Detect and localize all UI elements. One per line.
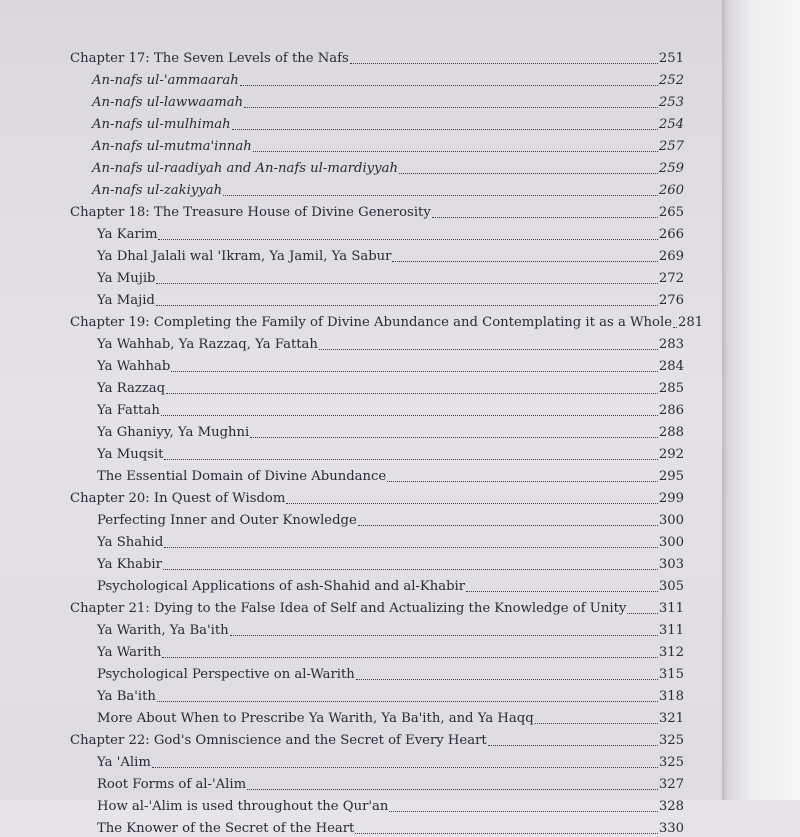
page-number: 269	[658, 249, 684, 264]
dot-leader	[286, 503, 657, 504]
entry-title: Root Forms of al-'Alim	[97, 777, 247, 792]
entry-title: Chapter 17: The Seven Levels of the Nafs	[70, 51, 349, 66]
entry-title: The Knower of the Secret of the Heart	[97, 821, 355, 836]
entry-title: Chapter 19: Completing the Family of Divine Abundance and Contemplating it as a Whole	[70, 315, 673, 330]
dot-leader	[350, 63, 658, 64]
dot-leader	[161, 415, 658, 416]
entry-title: Psychological Perspective on al-Warith	[97, 667, 355, 682]
dot-leader	[387, 481, 658, 482]
section-entry	[97, 551, 684, 573]
section-entry	[97, 287, 684, 309]
page-number: 253	[658, 95, 684, 110]
section-entry	[97, 441, 684, 463]
dot-leader	[164, 547, 658, 548]
section-entry	[97, 507, 684, 529]
dot-leader	[355, 833, 657, 834]
page-number: 295	[658, 469, 684, 484]
page-number: 283	[658, 337, 684, 352]
page-number: 327	[658, 777, 684, 792]
section-entry	[97, 705, 684, 727]
entry-title: Chapter 20: In Quest of Wisdom	[70, 491, 286, 506]
page-number: 266	[658, 227, 684, 242]
page-number: 325	[658, 755, 684, 770]
page-number: 300	[658, 513, 684, 528]
entry-title: An-nafs ul-raadiyah and An-nafs ul-mardiyyah	[92, 161, 398, 176]
page-number: 303	[658, 557, 684, 572]
entry-title: Ya Wahhab	[97, 359, 171, 374]
entry-title: An-nafs ul-zakiyyah	[92, 183, 223, 198]
page-number: 292	[658, 447, 684, 462]
section-entry	[97, 331, 684, 353]
section-entry	[97, 353, 684, 375]
entry-title: An-nafs ul-'ammaarah	[92, 73, 239, 88]
page-number: 312	[658, 645, 684, 660]
entry-title: An-nafs ul-mulhimah	[92, 117, 231, 132]
page-number: 252	[658, 73, 684, 88]
page-number: 272	[658, 271, 684, 286]
entry-title: An-nafs ul-mutma'innah	[92, 139, 252, 154]
page-number: 315	[658, 667, 684, 682]
dot-leader	[319, 349, 658, 350]
dot-leader	[152, 767, 658, 768]
entry-title: Ya Karim	[97, 227, 158, 242]
page-number: 288	[658, 425, 684, 440]
chapter-entry	[70, 45, 684, 67]
section-entry	[97, 221, 684, 243]
section-entry	[97, 793, 684, 815]
page-number: 305	[658, 579, 684, 594]
dot-leader	[232, 129, 658, 130]
page-number: 265	[658, 205, 684, 220]
dot-leader	[389, 811, 657, 812]
entry-title: The Essential Domain of Divine Abundance	[97, 469, 387, 484]
section-entry	[97, 419, 684, 441]
entry-title: Chapter 22: God's Omniscience and the Secret of Every Heart	[70, 733, 487, 748]
dot-leader	[163, 569, 658, 570]
page-number: 311	[658, 623, 684, 638]
dot-leader	[535, 723, 658, 724]
page-number: 276	[658, 293, 684, 308]
section-entry	[97, 661, 684, 683]
entry-title: Ya Warith, Ya Ba'ith	[97, 623, 229, 638]
section-entry	[92, 177, 684, 199]
dot-leader	[247, 789, 658, 790]
dot-leader	[466, 591, 658, 592]
dot-leader	[171, 371, 658, 372]
entry-title: Ya Khabir	[97, 557, 162, 572]
dot-leader	[253, 151, 658, 152]
entry-title: Ya Mujib	[97, 271, 156, 286]
dot-leader	[166, 393, 658, 394]
section-entry	[97, 815, 684, 837]
entry-title: More About When to Prescribe Ya Warith, Ya Ba'ith, and Ya Haqq	[97, 711, 534, 726]
section-entry	[97, 375, 684, 397]
section-entry	[97, 243, 684, 265]
page-number: 286	[658, 403, 684, 418]
dot-leader	[230, 635, 658, 636]
section-entry	[97, 463, 684, 485]
page-number: 311	[658, 601, 684, 616]
entry-title: Ya 'Alim	[97, 755, 151, 770]
chapter-entry	[70, 595, 684, 617]
dot-leader	[156, 283, 657, 284]
dot-leader	[392, 261, 657, 262]
entry-title: Ya Muqsit	[97, 447, 164, 462]
entry-title: Ya Warith	[97, 645, 162, 660]
page-number: 300	[658, 535, 684, 550]
page-number: 284	[658, 359, 684, 374]
section-entry	[97, 397, 684, 419]
page-number: 330	[658, 821, 684, 836]
dot-leader	[399, 173, 658, 174]
page-number: 328	[658, 799, 684, 814]
entry-title: Chapter 21: Dying to the False Idea of Self and Actualizing the Knowledge of Unity	[70, 601, 627, 616]
section-entry	[97, 749, 684, 771]
dot-leader	[356, 679, 658, 680]
chapter-entry	[70, 485, 684, 507]
dot-leader	[250, 437, 658, 438]
section-entry	[97, 617, 684, 639]
entry-title: Ya Shahid	[97, 535, 164, 550]
section-entry	[92, 133, 684, 155]
dot-leader	[156, 305, 658, 306]
section-entry	[97, 265, 684, 287]
section-entry	[92, 89, 684, 111]
entry-title: Ya Dhal Jalali wal 'Ikram, Ya Jamil, Ya Sabur	[97, 249, 392, 264]
page-number: 259	[658, 161, 684, 176]
page-number: 257	[658, 139, 684, 154]
section-entry	[97, 771, 684, 793]
section-entry	[97, 683, 684, 705]
dot-leader	[157, 701, 658, 702]
page-number: 299	[658, 491, 684, 506]
section-entry	[97, 573, 684, 595]
chapter-entry	[70, 309, 704, 331]
page-number: 260	[658, 183, 684, 198]
page-number: 281	[678, 315, 704, 330]
page-number: 285	[658, 381, 684, 396]
entry-title: Perfecting Inner and Outer Knowledge	[97, 513, 357, 528]
entry-title: How al-'Alim is used throughout the Qur'an	[97, 799, 389, 814]
entry-title: Ya Ba'ith	[97, 689, 156, 704]
section-entry	[97, 639, 684, 661]
page-number: 318	[658, 689, 684, 704]
dot-leader	[162, 657, 658, 658]
dot-leader	[358, 525, 658, 526]
dot-leader	[432, 217, 658, 218]
page-edge	[722, 0, 800, 800]
entry-title: An-nafs ul-lawwaamah	[92, 95, 244, 110]
section-entry	[92, 155, 684, 177]
entry-title: Ya Fattah	[97, 403, 160, 418]
entry-title: Ya Razzaq	[97, 381, 166, 396]
dot-leader	[240, 85, 658, 86]
dot-leader	[223, 195, 658, 196]
entry-title: Ya Majid	[97, 293, 155, 308]
section-entry	[97, 529, 684, 551]
page-number: 254	[658, 117, 684, 132]
dot-leader	[244, 107, 658, 108]
section-entry	[92, 111, 684, 133]
page-number: 325	[658, 733, 684, 748]
section-entry	[92, 67, 684, 89]
dot-leader	[164, 459, 657, 460]
entry-title: Ya Wahhab, Ya Razzaq, Ya Fattah	[97, 337, 318, 352]
entry-title: Psychological Applications of ash-Shahid and al-Khabir	[97, 579, 466, 594]
dot-leader	[158, 239, 657, 240]
dot-leader	[627, 613, 657, 614]
chapter-entry	[70, 199, 684, 221]
page-number: 321	[658, 711, 684, 726]
page-number: 251	[658, 51, 684, 66]
chapter-entry	[70, 727, 684, 749]
entry-title: Chapter 18: The Treasure House of Divine Generosity	[70, 205, 431, 220]
dot-leader	[488, 745, 658, 746]
entry-title: Ya Ghaniyy, Ya Mughni	[97, 425, 250, 440]
